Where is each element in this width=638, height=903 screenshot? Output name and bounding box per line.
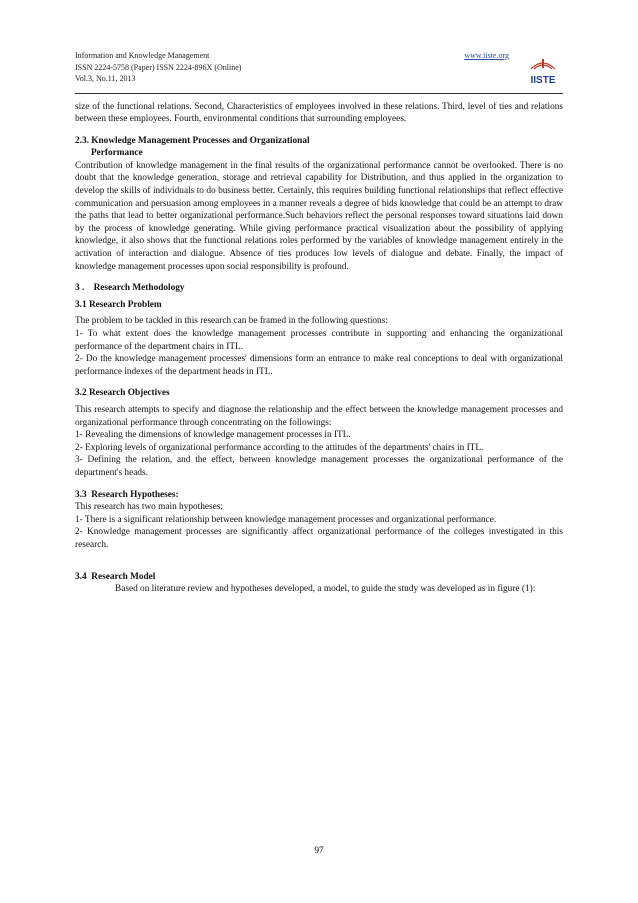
section-3-2-heading: 3.2 Research Objectives bbox=[75, 388, 170, 399]
journal-url-link[interactable]: www.iiste.org bbox=[464, 51, 509, 60]
section-3-4-body: Based on literature review and hypotheses developed, a model, to guide the study was developed as in figure (1): bbox=[115, 584, 536, 595]
section-3-1-intro: The problem to be tackled in this research can be framed in the following questions: bbox=[75, 316, 388, 327]
section-2-3-heading-cont: Performance bbox=[91, 148, 143, 159]
section-3-1-heading: 3.1 Research Problem bbox=[75, 299, 162, 310]
section-3-3-intro: This research has two main hypotheses; bbox=[75, 502, 223, 513]
section-3-4-heading: 3.4 Research Model bbox=[75, 571, 156, 582]
section-3-1-question-1: 1- To what extent does the knowledge management processes contribute in supporting and enhancing the organizational performance of the department chairs in ITL. bbox=[75, 329, 563, 352]
page bbox=[75, 50, 563, 596]
section-3-1-question-2: 2- Do the knowledge management processes' dimensions form an entrance to make real conceptions to deal with organizational performance indexes of the department heads in ITL. bbox=[75, 354, 563, 377]
section-3-2-objective-2: 2- Exploring levels of organizational performance according to the attitudes of the departments' chairs in ITL. bbox=[75, 442, 484, 453]
section-3-2-intro: This research attempts to specify and diagnose the relationship and the effect between the knowledge management processes and organizational performance through concentrating on the followings: bbox=[75, 404, 563, 428]
section-3-heading: 3 . Research Methodology bbox=[75, 283, 185, 294]
section-2-3-body: Contribution of knowledge management in the final results of the organizational performance cannot be overlooked. There is no doubt that the knowledge generation, storage and retrieval capability for Distribution, and thus applied in the organization to develop the skills of individuals to do business better. Certainly, this requires building functional relationships that reflect effective communication and persuasion among employees in a manner reveals a degree of bids knowledge that could be an attempt to draw the paths that lead to better organizational performance.Such behaviors reflect the personal responses toward situations laid down by the process of knowledge generating. While giving performance practical visualization about the possibility of applying knowledge, it also shows that the functional relations roles performed by the variables of knowledge management entirely in the activation of interaction and dialogue. Absence of ties produces low levels of dialogue and debate. Finally, the impact of knowledge management processes upon social responsibility is profound. bbox=[75, 160, 563, 272]
section-3-2-objective-3: 3- Defining the relation, and the effect, between knowledge management processes the organizational performance of the department's heads. bbox=[75, 455, 563, 478]
section-3-3-heading: 3.3 Research Hypotheses: bbox=[75, 489, 179, 500]
page-number: 97 bbox=[314, 846, 324, 856]
journal-issn: ISSN 2224-5758 (Paper) ISSN 2224-896X (Online) bbox=[75, 62, 242, 72]
journal-name: Information and Knowledge Management bbox=[75, 51, 210, 60]
header-divider bbox=[75, 93, 563, 94]
section-3-2-objective-1: 1- Revealing the dimensions of knowledge management processes in ITL. bbox=[75, 430, 351, 441]
running-header bbox=[75, 50, 563, 94]
section-3-3-hypothesis-1: 1- There is a significant relationship between knowledge management processes and organizational performance. bbox=[75, 514, 497, 525]
logo-text: IISTE bbox=[530, 75, 556, 86]
intro-paragraph: size of the functional relations. Second, Characteristics of employees involved in these relations. Third, level of ties and relations between these employees. Fourth, environmental conditions that surrounding employees. bbox=[75, 101, 563, 125]
journal-volume: Vol.3, No.11, 2013 bbox=[75, 74, 136, 83]
iiste-logo bbox=[523, 56, 563, 90]
page-body bbox=[75, 101, 563, 596]
section-3-3-hypothesis-2: 2- Knowledge management processes are significantly affect organizational performance of the colleges investigated in this research. bbox=[75, 527, 563, 550]
section-2-3-heading: 2.3. Knowledge Management Processes and Organizational bbox=[75, 135, 310, 146]
